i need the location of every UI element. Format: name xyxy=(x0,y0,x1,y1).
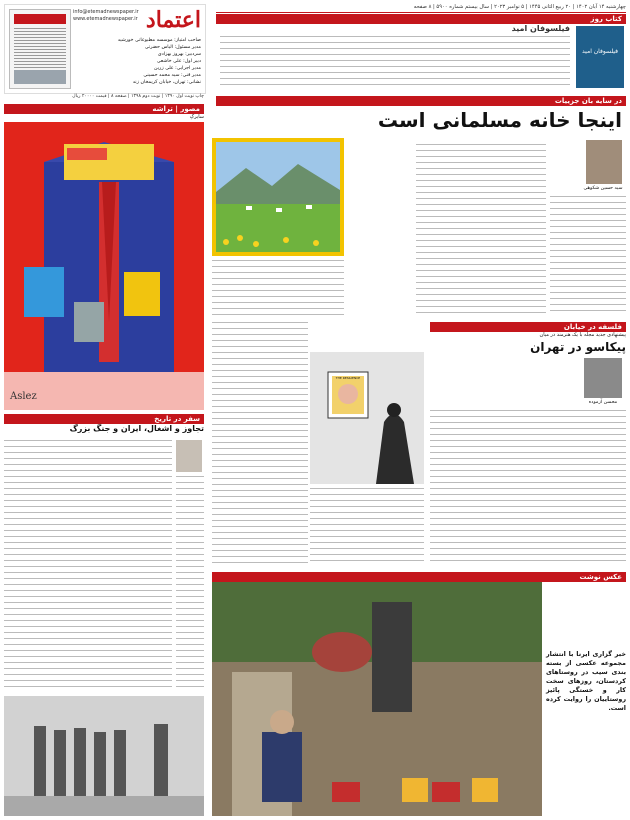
art-headline: پیکاسو در تهران xyxy=(530,340,626,354)
history-author-photo xyxy=(176,440,202,472)
main-body-col-2 xyxy=(416,144,546,316)
book-cover xyxy=(576,26,624,88)
art-author-photo xyxy=(584,358,622,398)
section-bar-history: سفر در تاریخ xyxy=(4,414,204,424)
masthead-email[interactable]: info@etemadnewspaper.ir xyxy=(73,9,139,15)
section-bar-art: فلسفه در خیابان xyxy=(430,322,626,332)
art-body-text-under xyxy=(310,488,424,566)
main-body-under-photo xyxy=(212,260,344,316)
art-kicker: پیشنهادی جدید مجله با یک هنرمند در میان xyxy=(539,332,626,338)
section-bar-main: در سایه بان جزییات xyxy=(216,96,626,106)
political-illustration xyxy=(4,122,204,410)
staff-line: مدیر اجرایی: علی زرین xyxy=(154,66,201,71)
gallery-photo xyxy=(310,352,424,484)
history-title: تجاوز و اشغال، ایران و جنگ بزرگ xyxy=(69,424,204,433)
colophon: چاپ نوبت اول ۱۳۹۰ | نوبت دوم ۱۳۹۸ | صفحه ۸ | قیمت ۲۰۰۰۰ ریال xyxy=(72,94,204,99)
main-body-col-1 xyxy=(550,196,626,316)
main-headline: اینجا خانه مسلمانی است xyxy=(377,108,622,132)
section-bar-book: کتاب روز xyxy=(216,14,626,24)
book-review-text xyxy=(220,36,570,88)
book-title: فیلسوفان امید xyxy=(511,24,570,33)
illustration-svg xyxy=(4,122,204,410)
soldiers-svg xyxy=(4,696,204,816)
gallery-svg xyxy=(310,352,424,484)
art-body-text-left xyxy=(212,322,308,566)
masthead-logo: اعتماد xyxy=(145,7,201,33)
section-bar-photo: عکس نوشت xyxy=(212,572,626,582)
staff-list xyxy=(73,37,201,86)
staff-line: سردبیر: بهروز بهزادی xyxy=(157,52,201,57)
dateline: چهارشنبه ۱۴ آبان ۱۴۰۲ | ۲۰ ربیع الثانی ۱۴۴۵ | ۵ نوامبر ۲۰۲۳ | سال بیستم شماره ۵۹۰۰ | ۸ صفحه xyxy=(216,4,626,13)
staff-line: دبیر اول: علی خاشعی xyxy=(156,59,201,64)
staff-line: صاحب امتیاز: موسسه مطبوعاتی خورشید xyxy=(117,38,201,43)
section-sub: سایرکِ xyxy=(189,114,204,120)
art-author-name: محسن آزموده xyxy=(588,400,618,405)
main-author-photo xyxy=(586,140,622,184)
book-cover-text: فیلسوفان امید xyxy=(582,48,618,55)
photo-caption: خبر گزاری ایرنا با انتشار مجموعه عکسی از بسته بندی سیب در روستاهای کردستان، روزهای سخت کار و خستگی پائیز روستاییان را روایت کرده است. xyxy=(546,650,626,712)
popart-caption: THE RESILIENCE xyxy=(335,376,361,380)
staff-line: نشانی: تهران، خیابان کریمخان زند xyxy=(132,80,201,85)
landscape-svg xyxy=(216,142,340,252)
art-body-text xyxy=(430,410,626,566)
historic-soldiers-photo xyxy=(4,696,204,816)
village-photo xyxy=(212,582,542,816)
masthead xyxy=(4,4,206,94)
history-body-text-2 xyxy=(176,476,204,692)
masthead-website[interactable]: www.etemadnewspaper.ir xyxy=(73,16,138,22)
history-body-text xyxy=(4,440,172,692)
village-svg xyxy=(212,582,542,816)
landscape-photo xyxy=(212,138,344,256)
staff-line: مدیر فنی: سید محمد حسینی xyxy=(143,73,201,78)
front-page-thumbnail xyxy=(9,9,71,89)
section-bar-illustration: مصور | تراشه xyxy=(4,104,204,114)
illustration-signature: Aslez xyxy=(10,391,37,402)
staff-line: مدیر مسئول: الیاس حضرتی xyxy=(144,45,201,50)
main-author-name: سید حسین شکوهی xyxy=(583,186,623,191)
